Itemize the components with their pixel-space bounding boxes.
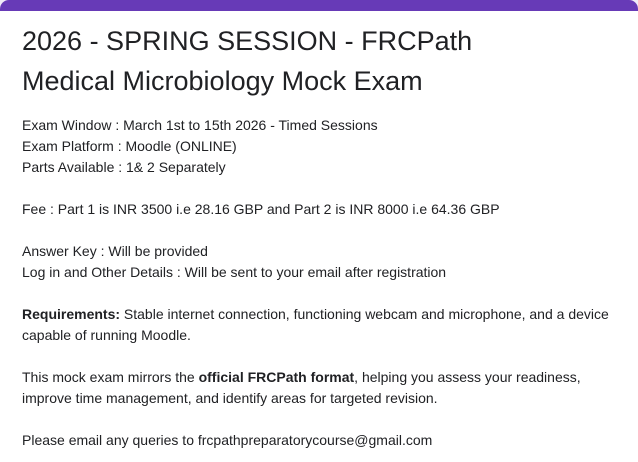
description-text: This mock exam mirrors the xyxy=(22,369,199,385)
description-paragraph xyxy=(22,367,616,409)
description-text: , helping you assess your readiness, improve time management, and identify areas for targeted revision. xyxy=(22,369,581,406)
form-description xyxy=(22,115,616,451)
description-text: Stable internet connection, functioning webcam and microphone, and a device capable of running Moodle. xyxy=(22,306,609,343)
description-text: Log in and Other Details : Will be sent to your email after registration xyxy=(22,264,447,280)
form-accent-bar xyxy=(0,0,638,11)
description-text: Answer Key : Will be provided xyxy=(22,243,208,259)
description-text: Please email any queries to frcpathpreparatorycourse@gmail.com xyxy=(22,432,433,448)
description-text: Fee : Part 1 is INR 3500 i.e 28.16 GBP and Part 2 is INR 8000 i.e 64.36 GBP xyxy=(22,201,500,217)
form-title-line-1: 2026 - SPRING SESSION - FRCPath xyxy=(22,26,473,56)
form-title xyxy=(22,21,616,101)
description-paragraph xyxy=(22,199,616,220)
description-bold-text: official FRCPath format xyxy=(198,369,355,385)
description-paragraph xyxy=(22,430,616,451)
description-paragraph xyxy=(22,304,616,346)
form-header-content xyxy=(0,11,638,451)
form-title-line-2: Medical Microbiology Mock Exam xyxy=(22,66,423,96)
description-text: Exam Window : March 1st to 15th 2026 - Timed Sessions xyxy=(22,117,378,133)
description-bold-text: Requirements: xyxy=(22,306,121,322)
description-text: Exam Platform : Moodle (ONLINE) xyxy=(22,138,237,154)
description-paragraph xyxy=(22,115,616,178)
description-text: Parts Available : 1& 2 Separately xyxy=(22,159,226,175)
description-paragraph xyxy=(22,241,616,283)
